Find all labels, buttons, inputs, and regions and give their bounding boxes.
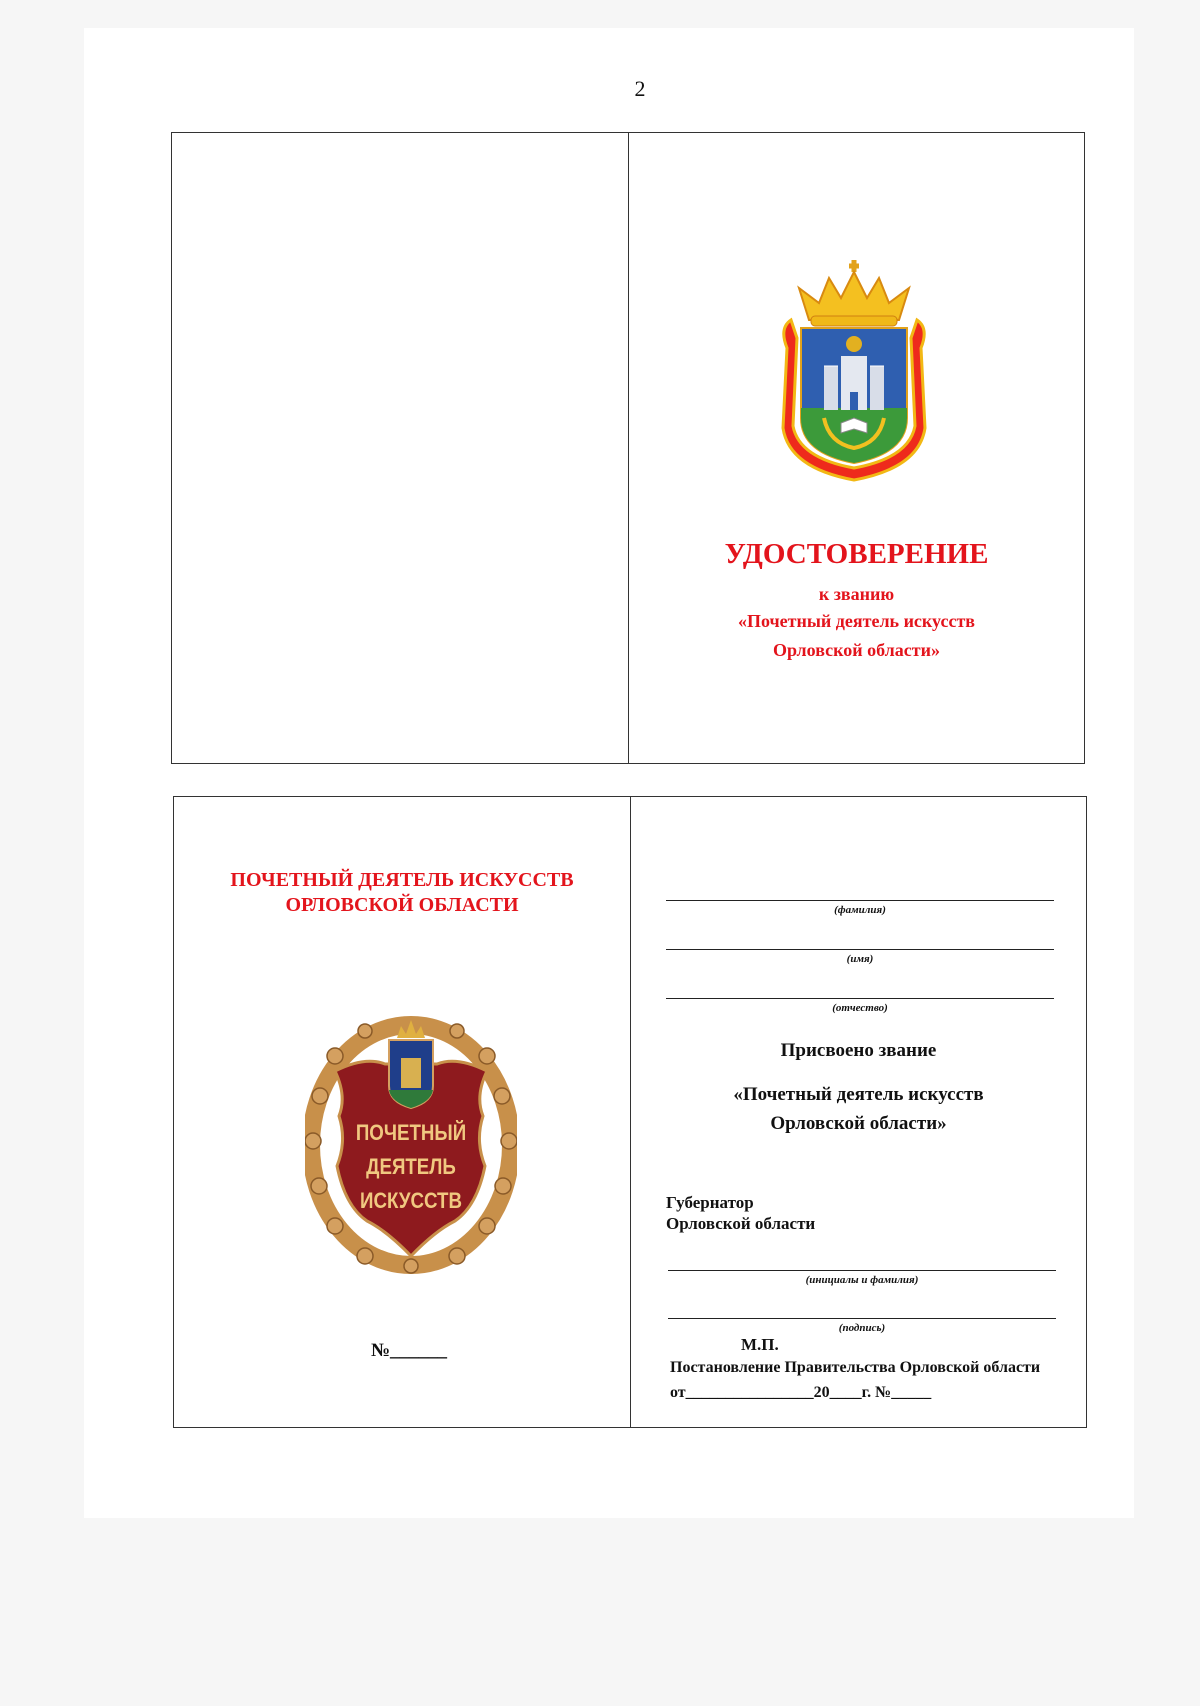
- governor-line-1: Губернатор: [666, 1193, 754, 1212]
- signature-label: (подпись): [838, 1322, 886, 1334]
- surname-line: [666, 900, 1054, 901]
- cover-subtitle-1: к званию: [818, 584, 895, 604]
- cover-title: УДОСТОВЕРЕНИЕ: [724, 538, 989, 570]
- badge-lettering: [321, 1116, 501, 1218]
- inner-left-title-2: ОРЛОВСКОЙ ОБЛАСТИ: [285, 894, 519, 916]
- decree-date: от________________20____г. №_____: [670, 1384, 932, 1401]
- page-number: 2: [634, 76, 646, 101]
- badge-text-line: ПОЧЕТНЫЙ: [355, 1120, 467, 1145]
- awarded-title-1: «Почетный деятель искусств: [733, 1084, 984, 1105]
- badge-text-line: ИСКУССТВ: [360, 1188, 462, 1213]
- patronymic-label: (отчество): [832, 1002, 888, 1014]
- fold-line: [630, 797, 631, 1427]
- decree-text: Постановление Правительства Орловской области: [670, 1359, 1041, 1376]
- patronymic-line: [666, 998, 1054, 999]
- signature-line: [668, 1318, 1056, 1319]
- seal-place: М.П.: [741, 1335, 779, 1354]
- back-cover-blank: [172, 133, 628, 763]
- initials-line: [668, 1270, 1056, 1271]
- name-line: [666, 949, 1054, 950]
- cover-subtitle-2: «Почетный деятель искусств: [737, 611, 976, 631]
- fold-line: [628, 133, 629, 763]
- governor-line-2: Орловской области: [666, 1214, 816, 1233]
- awarded-title-2: Орловской области»: [770, 1113, 947, 1134]
- inner-left-title-1: ПОЧЕТНЫЙ ДЕЯТЕЛЬ ИСКУССТВ: [230, 869, 574, 891]
- inner-spread: [173, 796, 1087, 1428]
- cover-subtitle-3: Орловской области»: [772, 640, 940, 660]
- governor-title: [666, 1192, 815, 1234]
- cover-spread: [171, 132, 1085, 764]
- coat-of-arms-emblem: [769, 258, 939, 483]
- initials-label: (инициалы и фамилия): [805, 1274, 919, 1286]
- badge-text-line: ДЕЯТЕЛЬ: [366, 1154, 456, 1179]
- certificate-number: №______: [370, 1340, 448, 1361]
- name-label: (имя): [846, 953, 874, 965]
- surname-label: (фамилия): [834, 904, 886, 916]
- honor-badge: [305, 1016, 517, 1274]
- awarded-heading: Присвоено звание: [780, 1040, 937, 1061]
